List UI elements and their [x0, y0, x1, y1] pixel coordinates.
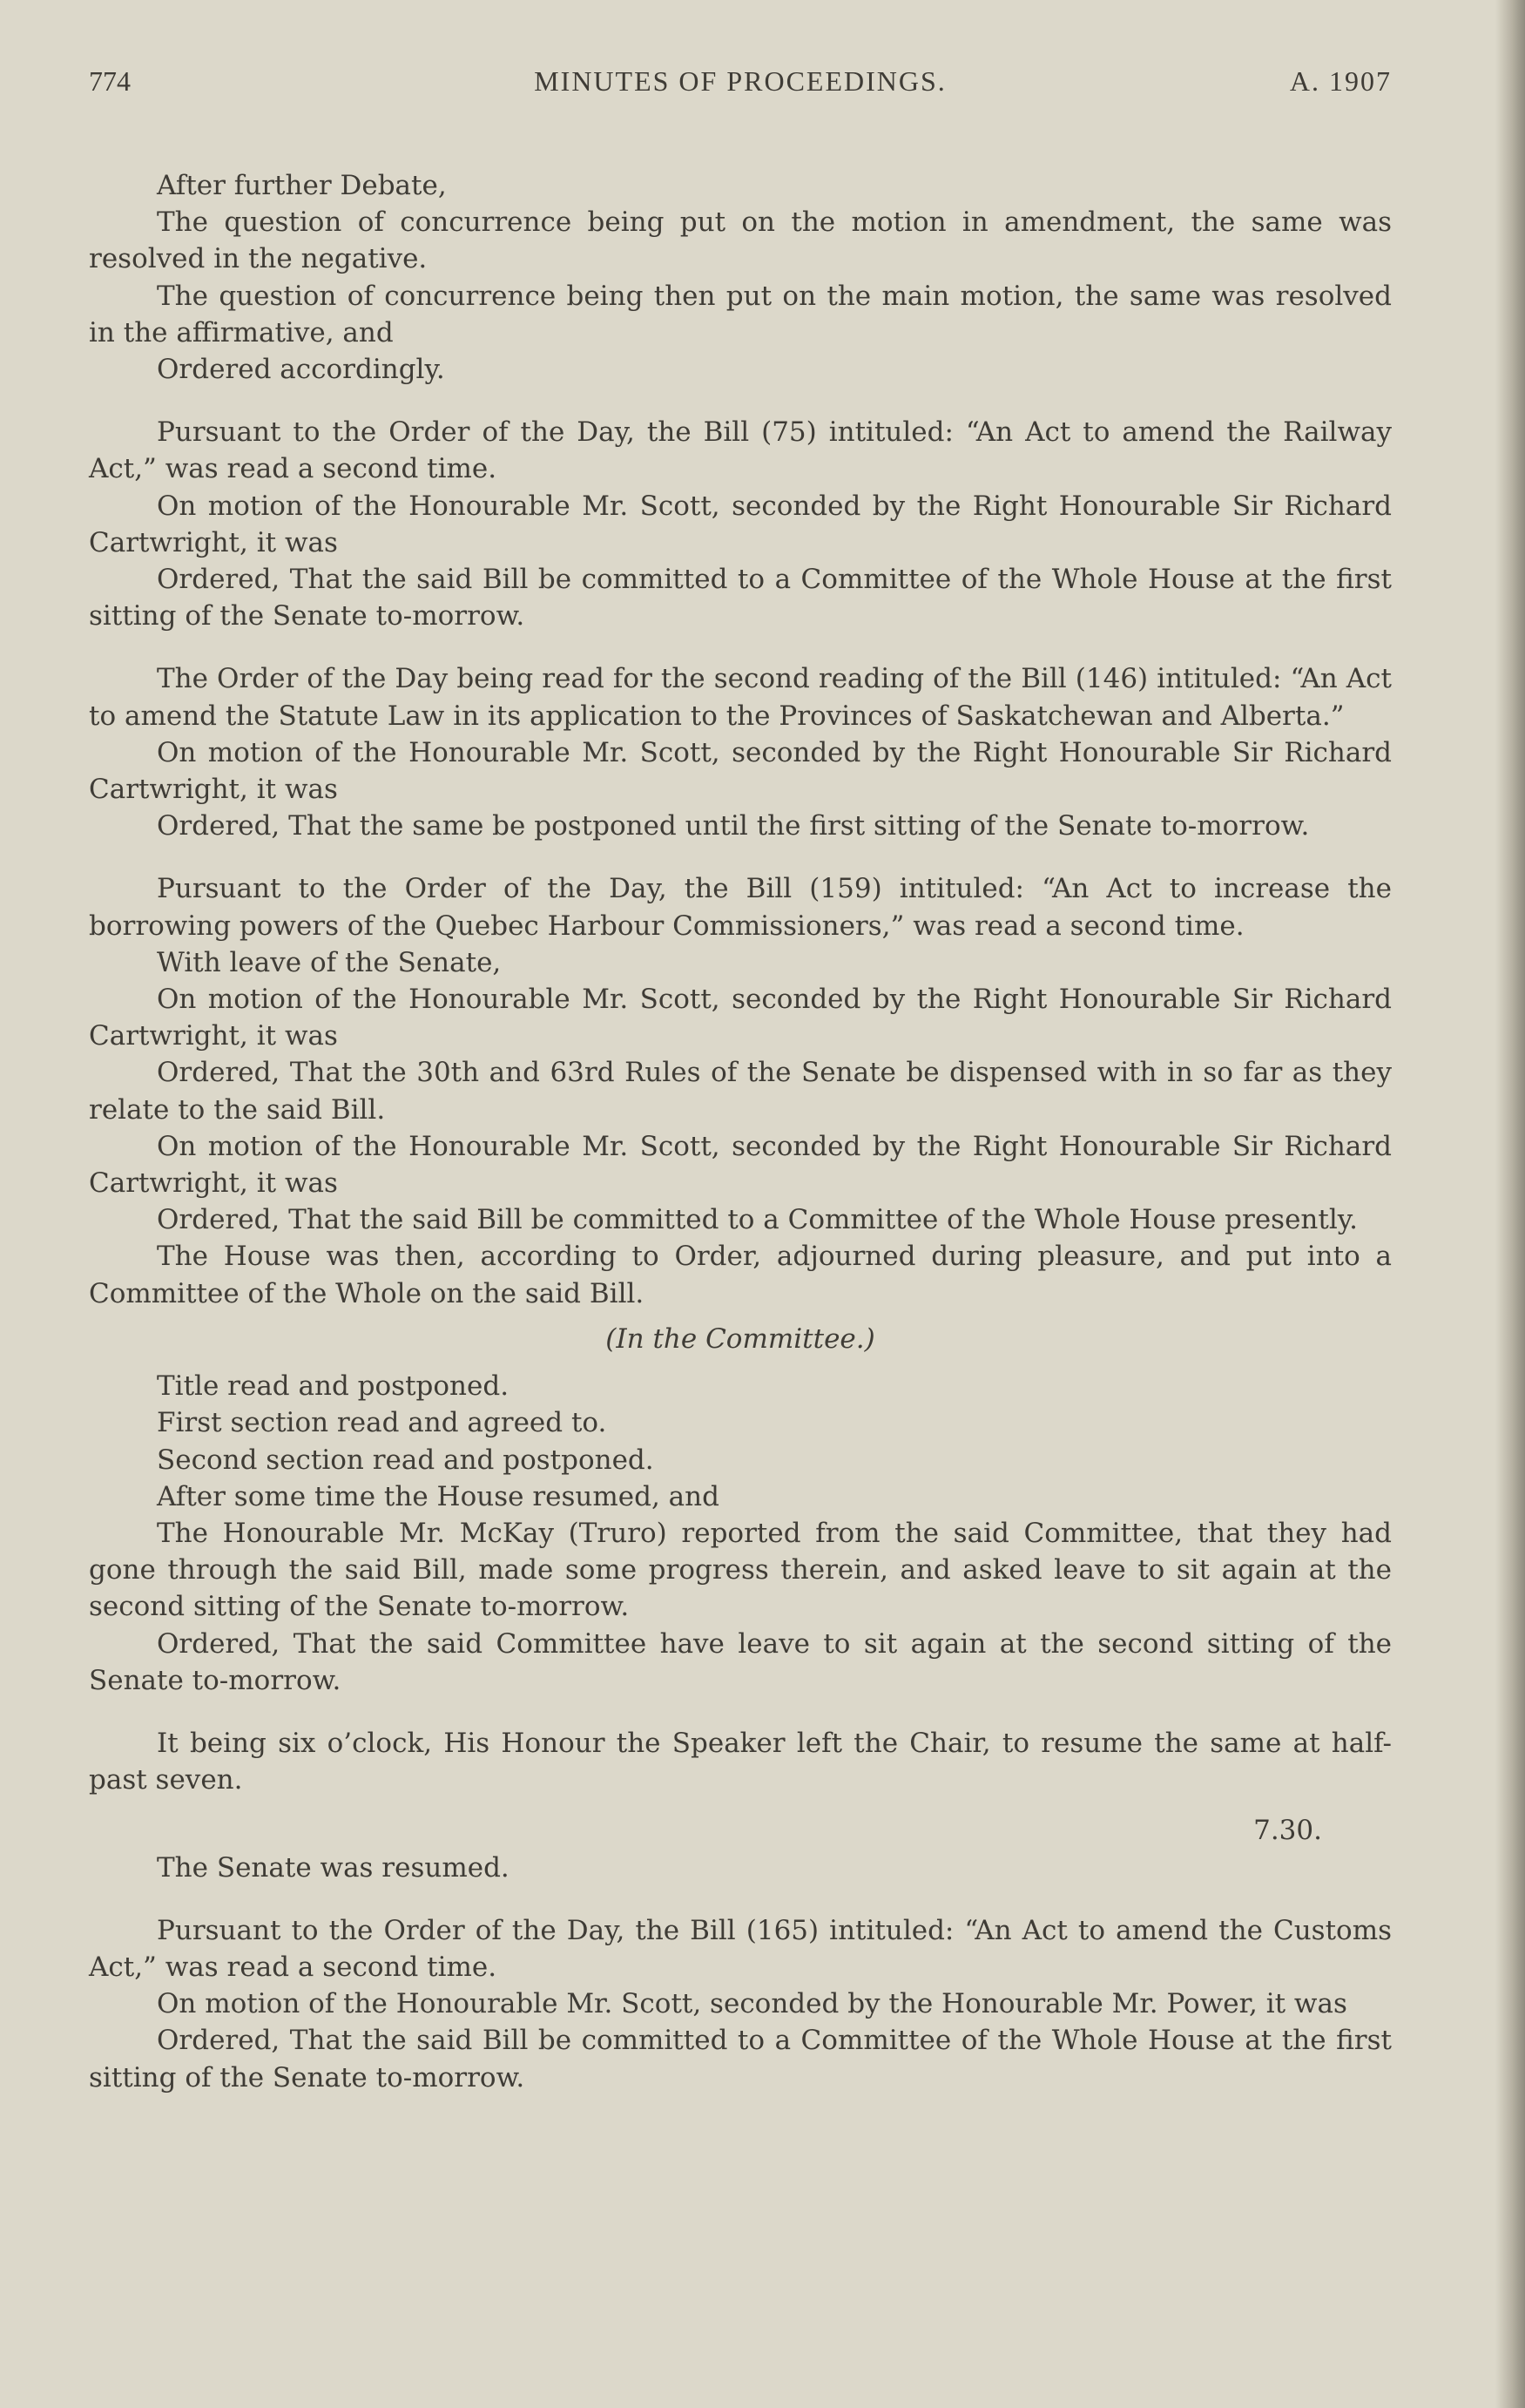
- paragraph: Title read and postponed.: [157, 1370, 509, 1403]
- paragraph: First section read and agreed to.: [157, 1407, 607, 1439]
- paragraph: On motion of the Honourable Mr. Scott, seconded by the Right Honourable Sir Richard Cartwright, it was: [89, 736, 1392, 806]
- paragraph: Second section read and postponed.: [157, 1444, 654, 1476]
- paragraph: Ordered accordingly.: [157, 354, 445, 386]
- paragraph: Ordered, That the said Committee have leave to sit again at the second sitting of the Senate to-morrow.: [89, 1627, 1392, 1696]
- paragraph: Ordered, That the said Bill be committed to a Committee of the Whole House at the first sitting of the Senate to-morrow.: [89, 564, 1392, 632]
- page-text-block: [89, 63, 1392, 2096]
- paragraph: The House was then, according to Order, adjourned during pleasure, and put into a Committee of the Whole on the said Bill.: [89, 1241, 1392, 1309]
- paragraph: The Honourable Mr. McKay (Truro) reported from the said Committee, that they had gone through the said Bill, made some progress therein, and asked leave to sit again at the second sitting of the Senate to-morrow.: [89, 1517, 1392, 1623]
- minutes-body: [89, 167, 1392, 2096]
- paragraph: On motion of the Honourable Mr. Scott, seconded by the Right Honourable Sir Richard Cartwright, it was: [89, 490, 1392, 558]
- paragraph: It being six o’clock, His Honour the Speaker left the Chair, to resume the same at half-past seven.: [89, 1727, 1392, 1796]
- page-number: 774: [89, 65, 131, 97]
- paragraph: The question of concurrence being then put on the main motion, the same was resolved in the affirmative, and: [89, 280, 1392, 348]
- paragraph: Ordered, That the said Bill be committed to a Committee of the Whole House presently.: [157, 1204, 1359, 1236]
- paragraph: The Order of the Day being read for the second reading of the Bill (146) intituled: “An Act to amend the Statute Law in its application to the Provinces of Saskatchewan and Alberta.”: [89, 663, 1392, 732]
- page-edge-shadow: [1495, 0, 1525, 2408]
- paragraph: On motion of the Honourable Mr. Scott, seconded by the Right Honourable Sir Richard Cartwright, it was: [89, 984, 1392, 1052]
- paragraph: After some time the House resumed, and: [157, 1480, 719, 1512]
- paragraph: The question of concurrence being put on the motion in amendment, the same was resolved in the negative.: [89, 206, 1392, 275]
- page-title: MINUTES OF PROCEEDINGS.: [534, 65, 947, 97]
- time-marker: 7.30.: [1253, 1815, 1322, 1847]
- paragraph: On motion of the Honourable Mr. Scott, seconded by the Honourable Mr. Power, it was: [157, 1988, 1347, 2020]
- paragraph: Pursuant to the Order of the Day, the Bill (165) intituled: “An Act to amend the Customs Act,” was read a second time.: [89, 1914, 1392, 1983]
- paragraph: After further Debate,: [157, 170, 447, 201]
- paragraph: The Senate was resumed.: [157, 1851, 509, 1884]
- committee-heading: (In the Committee.): [605, 1322, 875, 1355]
- session-year: A. 1907: [1289, 65, 1392, 97]
- paragraph: On motion of the Honourable Mr. Scott, seconded by the Right Honourable Sir Richard Cartwright, it was: [89, 1130, 1392, 1200]
- paragraph: With leave of the Senate,: [157, 946, 502, 978]
- paragraph: Ordered, That the 30th and 63rd Rules of the Senate be dispensed with in so far as they relate to the said Bill.: [89, 1057, 1392, 1126]
- paragraph: Ordered, That the said Bill be committed to a Committee of the Whole House at the first sitting of the Senate to-morrow.: [89, 2025, 1392, 2093]
- paragraph: Ordered, That the same be postponed until the first sitting of the Senate to-morrow.: [157, 810, 1310, 842]
- running-header: [89, 63, 1392, 115]
- paragraph: Pursuant to the Order of the Day, the Bill (75) intituled: “An Act to amend the Railway Act,” was read a second time.: [89, 416, 1392, 485]
- paragraph: Pursuant to the Order of the Day, the Bill (159) intituled: “An Act to increase the borrowing powers of the Quebec Harbour Commissioners,” was read a second time.: [89, 873, 1392, 942]
